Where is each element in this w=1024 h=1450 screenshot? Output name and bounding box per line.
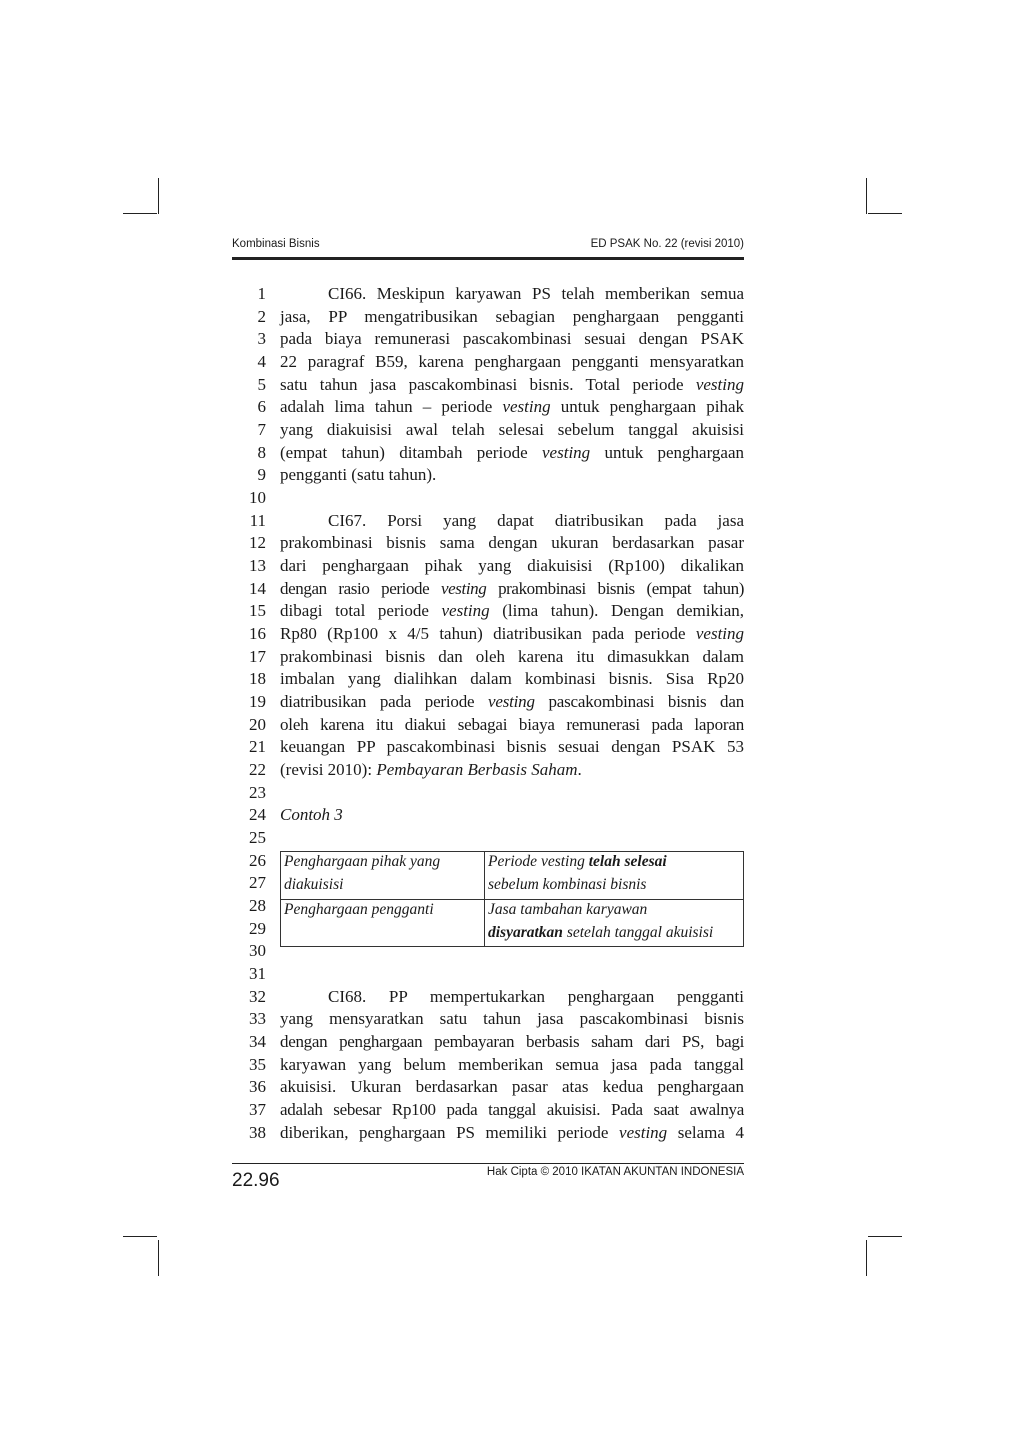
line-number: 11: [249, 511, 266, 530]
header-chapter-title: Kombinasi Bisnis: [232, 238, 320, 250]
text-line: [280, 624, 744, 644]
line-number: 2: [257, 307, 266, 326]
header-document-id: ED PSAK No. 22 (revisi 2010): [590, 238, 744, 250]
table-cell: [488, 898, 713, 944]
text-line: 22 paragraf B59, karena penghargaan pengganti mensyaratkan: [280, 352, 744, 371]
line-number: 6: [257, 397, 266, 416]
text-run: dengan rasio periode: [280, 579, 430, 598]
line-number: 27: [249, 873, 266, 892]
text-line: yang diakuisisi awal telah selesai sebelum tanggal akuisisi: [280, 420, 744, 439]
text-line: [280, 692, 744, 712]
line-number: 26: [249, 851, 266, 870]
running-header: [232, 238, 744, 254]
text-run: diatribusikan pada periode: [280, 692, 475, 711]
text-line: prakombinasi bisnis dan oleh karena itu dimasukkan dalam: [280, 647, 744, 666]
line-number: 9: [257, 465, 266, 484]
term-vesting: vesting: [695, 375, 744, 394]
text-run: Periode vesting: [488, 853, 585, 870]
text-run: untuk penghargaan: [604, 443, 745, 462]
text-run: dibagi total periode: [280, 601, 429, 620]
text-line: [280, 375, 744, 395]
line-number: 10: [249, 488, 266, 507]
text-run: .: [577, 760, 582, 779]
cell-line: Penghargaan pengganti: [284, 901, 434, 918]
line-number: 14: [249, 579, 266, 598]
text-line: akuisisi. Ukuran berdasarkan pasar atas kedua penghargaan: [280, 1077, 744, 1096]
text-run: setelah tanggal akuisisi: [566, 924, 714, 941]
footer-rule: [232, 1163, 744, 1164]
line-number: 38: [249, 1123, 266, 1142]
text-line: dari penghargaan pihak yang diakuisisi (Rp100) dikalikan: [280, 556, 744, 575]
copyright-notice: Hak Cipta © 2010 IKATAN AKUNTAN INDONESIA: [486, 1166, 744, 1178]
term-vesting: vesting: [619, 1123, 668, 1142]
text-run: (empat tahun) ditambah periode: [280, 443, 528, 462]
crop-mark: [868, 213, 902, 214]
text-run: selama 4: [677, 1123, 745, 1142]
text-line: CI67. Porsi yang dapat diatribusikan pada jasa: [328, 511, 744, 530]
line-number: 25: [249, 828, 266, 847]
book-title: Pembayaran Berbasis Saham: [376, 760, 578, 779]
text-run: diberikan, penghargaan PS memiliki periode: [280, 1123, 609, 1142]
text-line: [280, 760, 744, 780]
text-line: CI68. PP mempertukarkan penghargaan pengganti: [328, 987, 744, 1006]
term-vesting: vesting: [542, 443, 591, 462]
crop-mark: [866, 1240, 867, 1276]
text-run: Rp80 (Rp100 x 4/5 tahun) diatribusikan pada periode: [280, 624, 686, 643]
example-heading: Contoh 3: [280, 805, 343, 824]
crop-mark: [158, 178, 159, 214]
text-line: karyawan yang belum memberikan semua jasa pada tanggal: [280, 1055, 744, 1074]
term-vesting: vesting: [502, 397, 551, 416]
page-number: 22.96: [232, 1170, 280, 1191]
line-number: 36: [249, 1077, 266, 1096]
line-number: 31: [249, 964, 266, 983]
text-run: adalah lima tahun – periode: [280, 397, 493, 416]
line-number: 20: [249, 715, 266, 734]
crop-mark: [123, 1236, 157, 1237]
emphasis-text: telah selesai: [588, 853, 667, 870]
line-number: 13: [249, 556, 266, 575]
text-line: dengan penghargaan pembayaran berbasis saham dari PS, bagi: [280, 1032, 744, 1051]
line-number: 15: [249, 601, 266, 620]
text-line: [280, 601, 744, 621]
text-line: adalah sebesar Rp100 pada tanggal akuisisi. Pada saat awalnya: [280, 1100, 744, 1119]
line-number: 18: [249, 669, 266, 688]
text-line: CI66. Meskipun karyawan PS telah memberikan semua: [328, 284, 744, 303]
text-line: pada biaya remunerasi pascakombinasi sesuai dengan PSAK: [280, 329, 744, 348]
line-number: 32: [249, 987, 266, 1006]
table-cell: [488, 850, 667, 896]
table-cell: [284, 850, 440, 896]
line-number: 28: [249, 896, 266, 915]
line-number: 17: [249, 647, 266, 666]
line-number: 29: [249, 919, 266, 938]
line-number: 19: [249, 692, 266, 711]
cell-line: Jasa tambahan karyawan: [488, 901, 648, 918]
cell-line: diakuisisi: [284, 876, 344, 893]
text-line: [280, 1123, 744, 1143]
line-number: 23: [249, 783, 266, 802]
line-number: 21: [249, 737, 266, 756]
cell-line: Penghargaan pihak yang: [284, 853, 441, 870]
crop-mark: [866, 178, 867, 214]
text-line: oleh karena itu diakui sebagai biaya remunerasi pada laporan: [280, 715, 744, 734]
text-line: keuangan PP pascakombinasi bisnis sesuai dengan PSAK 53: [280, 737, 744, 756]
text-line: [280, 397, 744, 417]
line-number: 12: [249, 533, 266, 552]
comparison-table: [280, 851, 744, 947]
term-vesting: vesting: [441, 579, 487, 598]
text-run: (lima tahun). Dengan demikian,: [502, 601, 745, 620]
cell-line: [488, 921, 713, 944]
crop-mark: [123, 213, 157, 214]
line-number: 4: [257, 352, 266, 371]
line-number: 22: [249, 760, 266, 779]
line-number: 34: [249, 1032, 266, 1051]
text-line: prakombinasi bisnis sama dengan ukuran berdasarkan pasar: [280, 533, 744, 552]
line-number: 30: [249, 941, 266, 960]
table-cell: [284, 898, 434, 921]
line-number: 35: [249, 1055, 266, 1074]
text-run: prakombinasi bisnis (empat tahun): [498, 579, 744, 598]
cell-line: sebelum kombinasi bisnis: [488, 876, 647, 893]
text-line: [280, 443, 744, 463]
line-number: 1: [257, 284, 266, 303]
text-line: yang mensyaratkan satu tahun jasa pascakombinasi bisnis: [280, 1009, 744, 1028]
text-line: pengganti (satu tahun).: [280, 465, 437, 484]
text-run: (revisi 2010):: [280, 760, 373, 779]
term-vesting: vesting: [441, 601, 490, 620]
text-run: untuk penghargaan pihak: [560, 397, 744, 416]
text-line: jasa, PP mengatribusikan sebagian penghargaan pengganti: [280, 307, 744, 326]
cell-line: [488, 850, 667, 873]
crop-mark: [868, 1236, 902, 1237]
line-number: 7: [257, 420, 266, 439]
line-number: 24: [249, 805, 266, 824]
text-line: [280, 579, 744, 599]
line-number: 3: [257, 329, 266, 348]
text-run: satu tahun jasa pascakombinasi bisnis. Total periode: [280, 375, 684, 394]
line-number: 37: [249, 1100, 266, 1119]
header-rule: [232, 257, 744, 260]
text-line: imbalan yang dialihkan dalam kombinasi bisnis. Sisa Rp20: [280, 669, 744, 688]
line-number: 16: [249, 624, 266, 643]
text-run: pascakombinasi bisnis dan: [548, 692, 744, 711]
emphasis-text: disyaratkan: [488, 924, 563, 941]
term-vesting: vesting: [695, 624, 745, 643]
crop-mark: [158, 1240, 159, 1276]
term-vesting: vesting: [488, 692, 535, 711]
line-number: 5: [257, 375, 266, 394]
line-number: 33: [249, 1009, 266, 1028]
line-number: 8: [257, 443, 266, 462]
